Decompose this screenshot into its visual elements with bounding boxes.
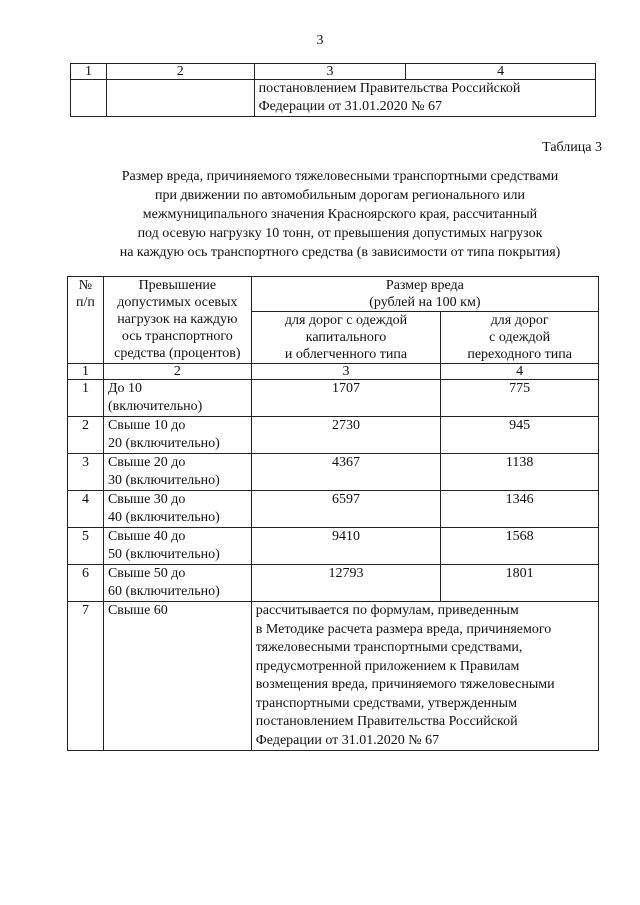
row-value-capital: 6597 — [251, 491, 441, 528]
header-excess-cell — [103, 277, 251, 364]
label-line: Свыше 20 до — [107, 455, 186, 470]
label-line: Свыше 10 до — [107, 418, 186, 433]
label-line: 20 (включительно) — [107, 436, 220, 451]
row-value-transitional: 945 — [441, 417, 599, 454]
header-line: допустимых осевых — [117, 295, 238, 310]
label-line: Свыше 30 до — [107, 492, 186, 507]
text-line: постановлением Правительства Российской — [258, 81, 521, 96]
text-line: Федерации от 31.01.2020 № 67 — [258, 99, 443, 114]
column-number-cell: 2 — [103, 364, 251, 380]
text-line: транспортными средствами, утвержденным — [255, 695, 517, 711]
row-label — [103, 528, 251, 565]
title-line: под осевую нагрузку 10 тонн, от превышения допустимых нагрузок — [137, 226, 543, 241]
text-line: предусмотренной приложением к Правилам — [255, 658, 520, 674]
label-line: (включительно) — [107, 399, 203, 414]
header-line: переходного типа — [467, 347, 572, 362]
row-value-capital: 2730 — [251, 417, 441, 454]
label-line: 30 (включительно) — [107, 473, 220, 488]
header-line: Превышение — [138, 278, 217, 293]
column-number-cell: 4 — [406, 64, 596, 80]
text-line: тяжеловесными транспортными средствами, — [255, 640, 523, 655]
table-row — [68, 491, 599, 528]
title-line: межмуниципального значения Красноярского края, рассчитанный — [142, 207, 538, 222]
row-value-capital: 12793 — [251, 565, 441, 602]
table-row — [68, 602, 599, 751]
header-line: и облегченного типа — [284, 347, 408, 362]
text-line: постановлением Правительства Российской — [255, 714, 518, 729]
row-value-capital: 4367 — [251, 454, 441, 491]
table-row — [68, 528, 599, 565]
header-line: № — [78, 278, 93, 293]
text-line: рассчитывается по формулам, приведенным — [255, 603, 519, 618]
row-value-transitional: 1568 — [441, 528, 599, 565]
label-line: 60 (включительно) — [107, 584, 220, 599]
continuation-text-cell — [254, 80, 595, 117]
header-line: п/п — [76, 295, 95, 310]
text-line: в Методике расчета размера вреда, причиняемого — [255, 621, 552, 637]
row-value-capital: 9410 — [251, 528, 441, 565]
label-line: Свыше 40 до — [107, 529, 186, 544]
header-line: капитального — [305, 330, 387, 345]
header-line: для дорог с одеждой — [284, 313, 408, 328]
column-number-cell: 2 — [106, 64, 254, 80]
column-number-cell: 3 — [251, 364, 441, 380]
row-number: 6 — [68, 565, 104, 602]
label-line: 40 (включительно) — [107, 510, 220, 525]
label-line: Свыше 50 до — [107, 566, 186, 581]
label-line: 50 (включительно) — [107, 547, 220, 562]
text-line: Федерации от 31.01.2020 № 67 — [255, 732, 440, 748]
table-title — [60, 167, 620, 262]
table-row — [68, 454, 599, 491]
row-number: 3 — [68, 454, 104, 491]
table-caption: Таблица 3 — [542, 140, 602, 155]
column-number-row — [71, 64, 596, 80]
label-line: До 10 — [107, 381, 142, 396]
header-line: ось транспортного — [121, 329, 233, 344]
row-label — [103, 565, 251, 602]
title-line: при движении по автомобильным дорогам регионального или — [154, 188, 526, 203]
header-capital-roads-cell — [251, 312, 441, 364]
row-value-transitional: 1346 — [441, 491, 599, 528]
header-line: нагрузок на каждую — [117, 312, 238, 327]
row-value-transitional: 1138 — [441, 454, 599, 491]
column-number-cell: 4 — [441, 364, 599, 380]
continuation-row — [71, 80, 596, 117]
row-formula-text — [251, 602, 598, 751]
row-label — [103, 491, 251, 528]
header-number-cell — [68, 277, 104, 364]
empty-cell — [71, 80, 107, 117]
header-transitional-roads-cell — [441, 312, 599, 364]
header-line: с одеждой — [489, 330, 551, 345]
row-value-transitional: 1801 — [441, 565, 599, 602]
page-number: 3 — [316, 33, 324, 48]
row-label — [103, 417, 251, 454]
row-number: 5 — [68, 528, 104, 565]
table-row — [68, 417, 599, 454]
title-line: на каждую ось транспортного средства (в зависимости от типа покрытия) — [119, 245, 561, 260]
row-value-transitional: 775 — [441, 380, 599, 417]
header-line: средства (процентов) — [114, 346, 241, 361]
table-row — [68, 565, 599, 602]
table-row — [68, 380, 599, 417]
header-line: (рублей на 100 км) — [369, 295, 481, 310]
row-label: Свыше 60 — [103, 602, 251, 751]
text-line: возмещения вреда, причиняемого тяжеловесными — [255, 677, 555, 692]
harm-amount-table — [67, 276, 599, 751]
column-number-row — [68, 364, 599, 380]
continuation-table — [70, 63, 596, 117]
empty-cell — [106, 80, 254, 117]
row-number: 4 — [68, 491, 104, 528]
header-line: Размер вреда — [385, 278, 464, 293]
column-number-cell: 1 — [71, 64, 107, 80]
row-number: 1 — [68, 380, 104, 417]
title-line: Размер вреда, причиняемого тяжеловесными транспортными средствами — [121, 169, 559, 184]
row-value-capital: 1707 — [251, 380, 441, 417]
header-line: для дорог — [490, 313, 549, 328]
header-row — [68, 277, 599, 312]
column-number-cell: 1 — [68, 364, 104, 380]
row-number: 2 — [68, 417, 104, 454]
row-label — [103, 380, 251, 417]
row-number: 7 — [68, 602, 104, 751]
row-label — [103, 454, 251, 491]
column-number-cell: 3 — [254, 64, 406, 80]
header-group-cell — [251, 277, 598, 312]
